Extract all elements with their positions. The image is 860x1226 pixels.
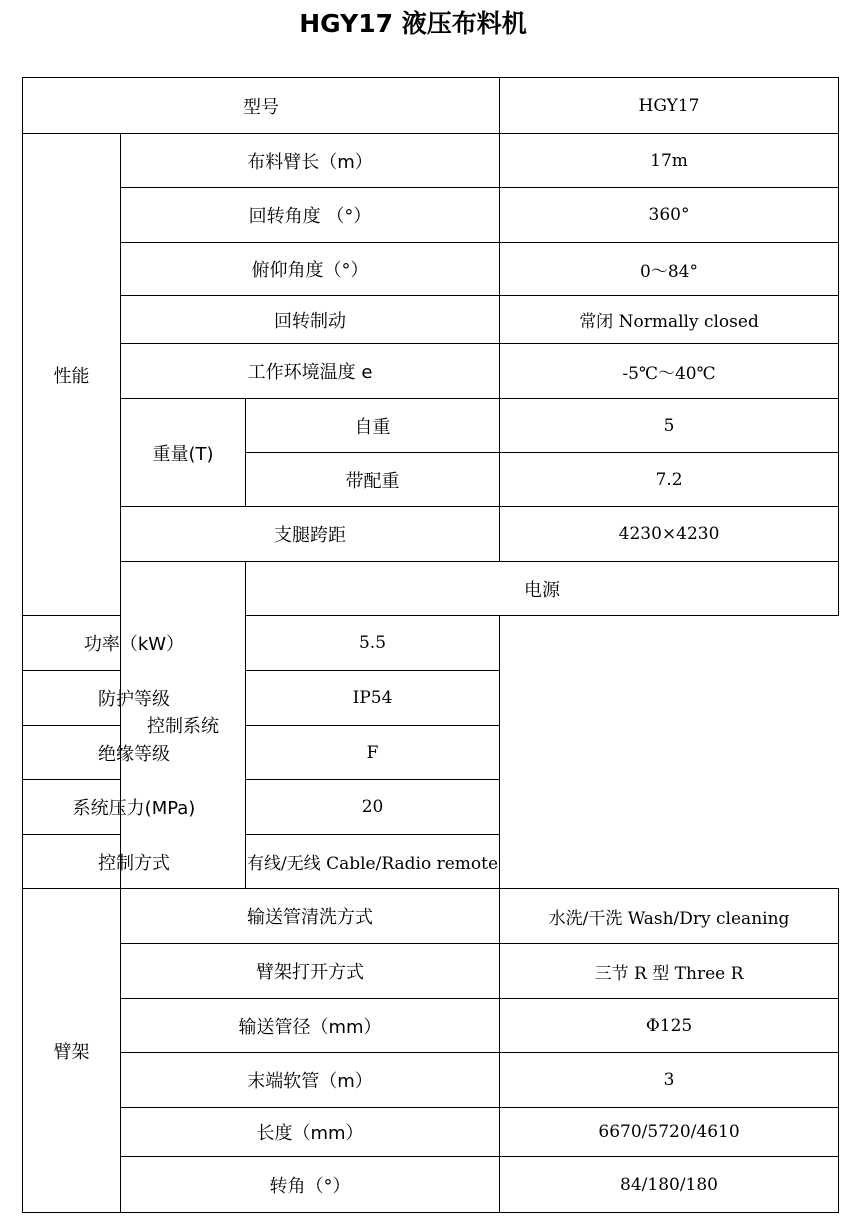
row-label: 输送管清洗方式: [121, 889, 500, 944]
table-row: [23, 296, 839, 344]
row-label: 控制方式: [23, 835, 246, 889]
row-value: Φ125: [500, 999, 839, 1053]
table-row: [23, 243, 839, 296]
table-row: [23, 344, 839, 399]
group-performance-label: 性能: [23, 134, 121, 616]
table-row: [23, 889, 839, 944]
table-row: [23, 671, 839, 726]
row-label: 绝缘等级: [23, 726, 246, 780]
row-value: 4230×4230: [500, 507, 839, 562]
row-value: 水洗/干洗 Wash/Dry cleaning: [500, 889, 839, 944]
table-row: [23, 1053, 839, 1108]
row-value: 84/180/180: [500, 1157, 839, 1213]
row-label: 带配重: [246, 453, 500, 507]
row-value: 20: [246, 780, 500, 835]
row-label: 输送管径（mm）: [121, 999, 500, 1053]
page-title: HGY17 液压布料机: [299, 9, 527, 38]
table-row: [23, 399, 839, 453]
table-row: [23, 562, 839, 616]
table-row: [23, 726, 839, 780]
model-value: HGY17: [500, 78, 839, 134]
row-label: 功率（kW）: [23, 616, 246, 671]
row-label: 长度（mm）: [121, 1108, 500, 1157]
row-value: 5.5: [246, 616, 500, 671]
row-value: 5: [500, 399, 839, 453]
row-value: 17m: [500, 134, 839, 188]
row-label: 自重: [246, 399, 500, 453]
row-value: IP54: [246, 671, 500, 726]
row-value: 三节 R 型 Three R: [500, 944, 839, 999]
row-label: 支腿跨距: [121, 507, 500, 562]
table-row: [23, 616, 839, 671]
table-row: [23, 134, 839, 188]
row-label: 末端软管（m）: [121, 1053, 500, 1108]
model-label: 型号: [23, 78, 500, 134]
table-row: [23, 1108, 839, 1157]
table-row: [23, 1157, 839, 1213]
row-label: 俯仰角度（°）: [121, 243, 500, 296]
row-value: 常闭 Normally closed: [500, 296, 839, 344]
row-value: 有线/无线 Cable/Radio remote: [246, 835, 500, 889]
table-row: [23, 188, 839, 243]
row-label: 系统压力(MPa): [23, 780, 246, 835]
row-value: 360°: [500, 188, 839, 243]
table-row: [23, 944, 839, 999]
row-label: 回转制动: [121, 296, 500, 344]
table-row: [23, 507, 839, 562]
row-value: 6670/5720/4610: [500, 1108, 839, 1157]
row-label: 臂架打开方式: [121, 944, 500, 999]
table-row: [23, 780, 839, 835]
table-header-row: [23, 78, 839, 134]
row-label: 工作环境温度 e: [121, 344, 500, 399]
row-label: 防护等级: [23, 671, 246, 726]
row-value: F: [246, 726, 500, 780]
row-label: 回转角度 （°）: [121, 188, 500, 243]
row-label: 电源: [246, 562, 839, 616]
row-value: 7.2: [500, 453, 839, 507]
group-boom-label: 臂架: [23, 889, 121, 1213]
weight-group-label: 重量(T): [121, 399, 246, 507]
row-label: 转角（°）: [121, 1157, 500, 1213]
group-control-label: 控制系统: [121, 562, 246, 889]
row-value: 3: [500, 1053, 839, 1108]
spec-table: [22, 77, 839, 1213]
row-value: 0～84°: [500, 243, 839, 296]
row-value: -5℃～40℃: [500, 344, 839, 399]
table-row: [23, 999, 839, 1053]
table-row: [23, 835, 839, 889]
row-label: 布料臂长（m）: [121, 134, 500, 188]
